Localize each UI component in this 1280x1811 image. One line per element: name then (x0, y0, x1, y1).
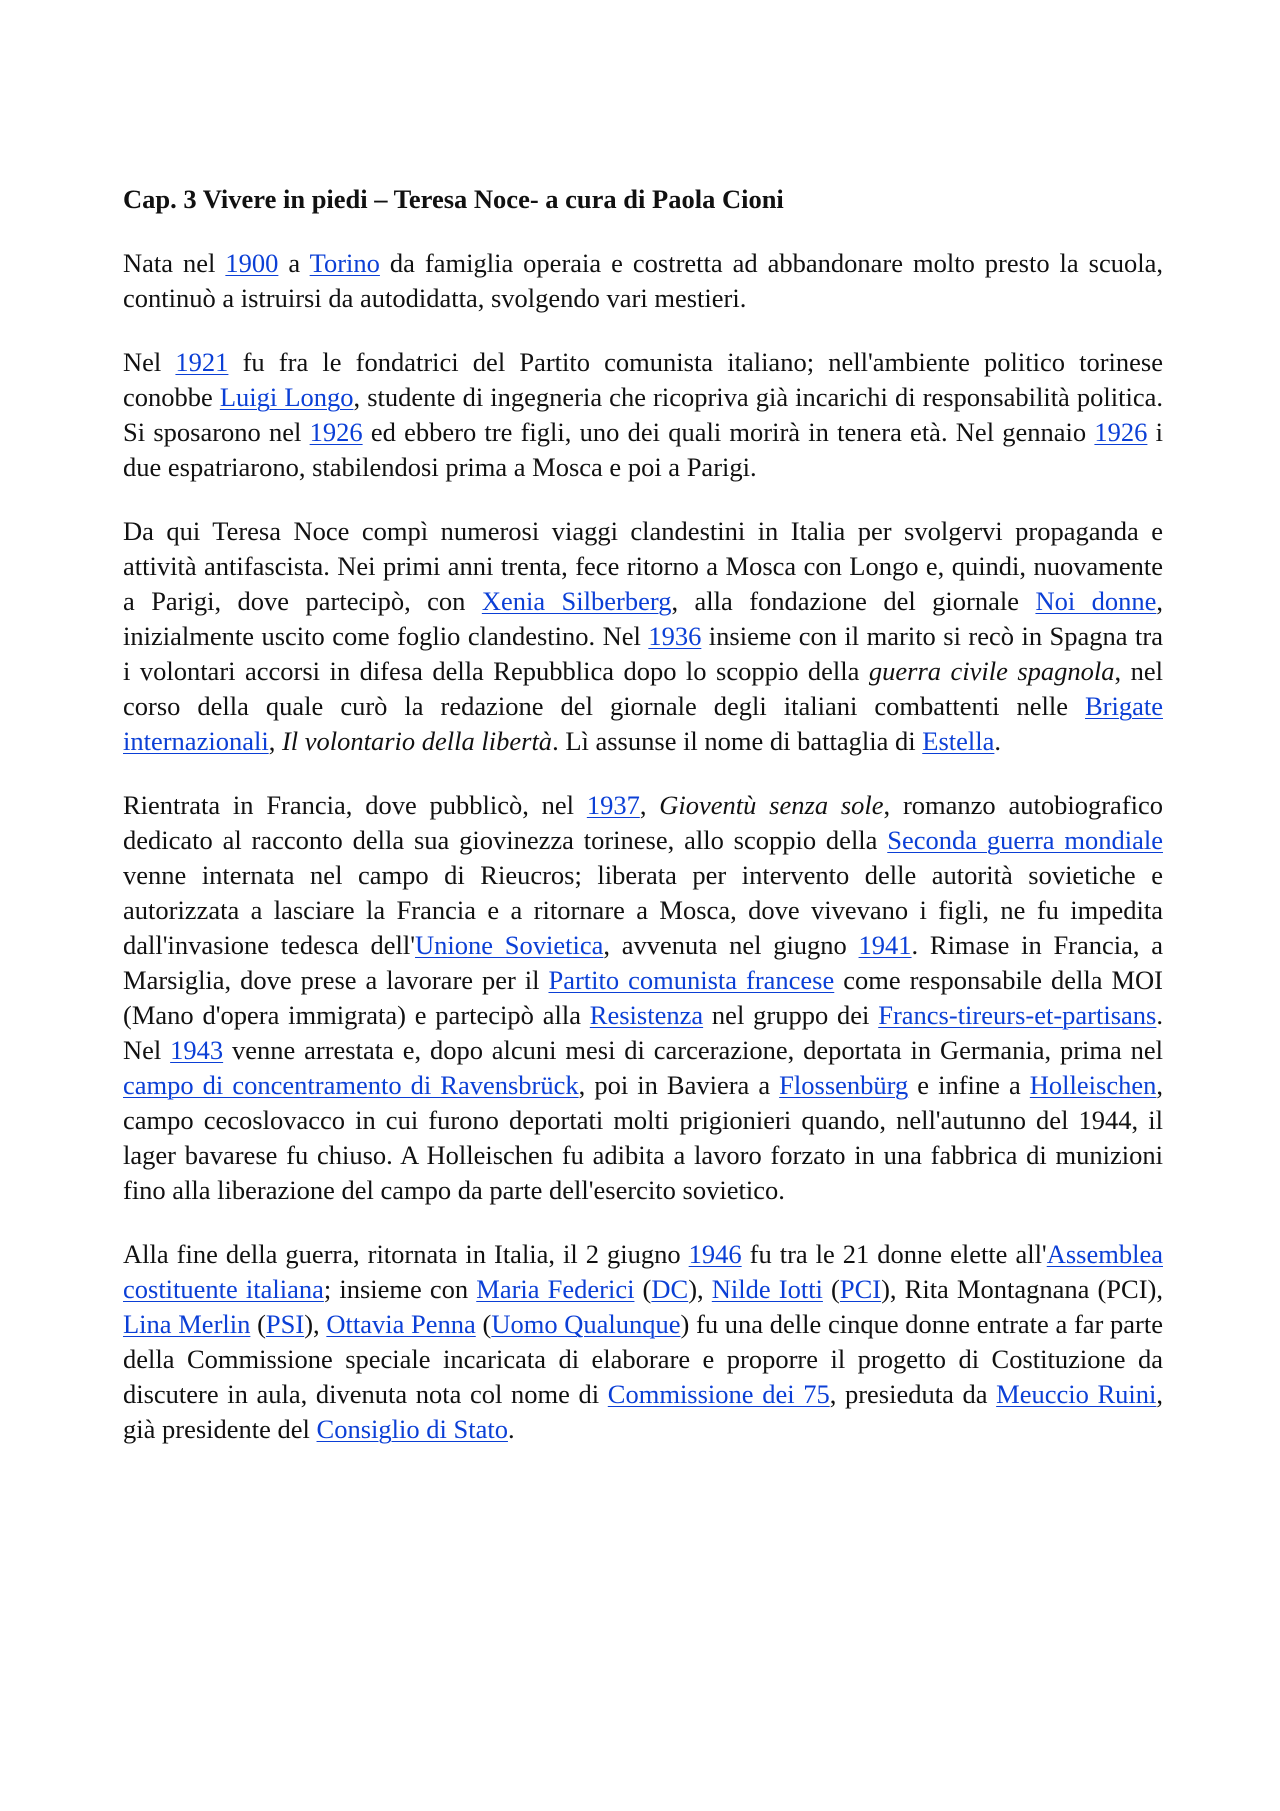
text: Alla fine della guerra, ritornata in Italia, il 2 giugno (123, 1239, 689, 1269)
link-1926-second[interactable]: 1926 (1094, 417, 1148, 447)
italic-text: guerra civile spagnola (868, 656, 1115, 686)
link-1941[interactable]: 1941 (858, 930, 912, 960)
link-xenia-silberberg[interactable]: Xenia Silberberg (481, 586, 672, 616)
text: , romanzo autobiografico dedicato al racconto della sua giovinezza torinese, allo scoppio della (123, 790, 1163, 855)
text: , nel corso della quale curò la redazione del giornale degli italiani combattenti nelle (123, 656, 1164, 721)
text: insieme con il marito si recò in Spagna tra i volontari accorsi in difesa della Repubblica dopo lo scoppio della (123, 621, 1163, 686)
link-nilde-iotti[interactable]: Nilde Iotti (711, 1274, 823, 1304)
text: , (268, 726, 282, 756)
text: , poi in Baviera a (578, 1070, 780, 1100)
link-assemblea-costituente[interactable]: Assemblea costituente italiana (123, 1239, 1163, 1304)
link-francs-tireurs-et-partisans[interactable]: Francs-tireurs-et-partisans (878, 1000, 1157, 1030)
text: venne arrestata e, dopo alcuni mesi di carcerazione, deportata in Germania, prima nel (223, 1035, 1163, 1065)
link-ravensbruck[interactable]: campo di concentramento di Ravensbrück (123, 1070, 579, 1100)
link-luigi-longo[interactable]: Luigi Longo (219, 382, 354, 412)
link-1937[interactable]: 1937 (586, 790, 640, 820)
text: e infine a (908, 1070, 1030, 1100)
link-1936[interactable]: 1936 (648, 621, 702, 651)
text: . Lì assunse il nome di battaglia di (552, 726, 923, 756)
text: come responsabile della MOI (Mano d'opera immigrata) e partecipò alla (123, 965, 1163, 1030)
link-ottavia-penna[interactable]: Ottavia Penna (326, 1309, 476, 1339)
text: , presieduta da (829, 1379, 997, 1409)
text: Nel (123, 347, 176, 377)
chapter-title: Cap. 3 Vivere in piedi – Teresa Noce- a cura di Paola Cioni (123, 184, 784, 214)
text: . (994, 726, 1002, 756)
paragraph-birth (123, 246, 1163, 316)
link-unione-sovietica[interactable]: Unione Sovietica (415, 930, 604, 960)
text: Da qui Teresa Noce compì numerosi viaggi clandestini in Italia per svolgervi propaganda e attività antifascista. Nei primi anni trenta, fece ritorno a Mosca con Longo e, quindi, nuovamente a Parigi, dove partecipò, con (123, 516, 1163, 616)
link-resistenza[interactable]: Resistenza (589, 1000, 704, 1030)
link-1921[interactable]: 1921 (175, 347, 229, 377)
text: Nata nel (123, 248, 226, 278)
text: , inizialmente uscito come foglio clandestino. Nel (123, 586, 1164, 651)
text: , già presidente del (123, 1379, 1163, 1444)
link-meuccio-ruini[interactable]: Meuccio Ruini (996, 1379, 1157, 1409)
link-1946[interactable]: 1946 (688, 1239, 742, 1269)
text: , avvenuta nel giugno (603, 930, 859, 960)
text: , (639, 790, 660, 820)
link-partito-comunista-francese[interactable]: Partito comunista francese (548, 965, 835, 995)
link-lina-merlin[interactable]: Lina Merlin (123, 1309, 251, 1339)
link-seconda-guerra-mondiale[interactable]: Seconda guerra mondiale (887, 825, 1163, 855)
link-flossenburg[interactable]: Flossenbürg (779, 1070, 909, 1100)
link-brigate-internazionali[interactable]: Brigate internazionali (123, 691, 1163, 756)
text: , studente di ingegneria che ricopriva già incarichi di responsabilità politica. Si sposarono nel (123, 382, 1163, 447)
text: ( (634, 1274, 652, 1304)
italic-text: Il volontario della libertà (281, 726, 553, 756)
text: ), (688, 1274, 712, 1304)
link-1926[interactable]: 1926 (309, 417, 363, 447)
link-torino[interactable]: Torino (309, 248, 380, 278)
link-maria-federici[interactable]: Maria Federici (476, 1274, 635, 1304)
text: a (278, 248, 310, 278)
text: nel gruppo dei (703, 1000, 879, 1030)
paragraph-pci-founding (123, 345, 1163, 485)
document-page (123, 182, 1163, 1476)
link-estella[interactable]: Estella (922, 726, 995, 756)
text: , campo cecoslovacco in cui furono deportati molti prigionieri quando, nell'autunno del 1944, il lager bavarese fu chiuso. A Holleischen fu adibita a lavoro forzato in una fabbrica di munizioni fino alla liberazione del campo da parte dell'esercito sovietico. (123, 1070, 1163, 1205)
text: ), Rita Montagnana (PCI), (881, 1274, 1163, 1304)
link-consiglio-di-stato[interactable]: Consiglio di Stato (316, 1414, 508, 1444)
text: ; insieme con (323, 1274, 477, 1304)
link-1943[interactable]: 1943 (170, 1035, 224, 1065)
text: i due espatriarono, stabilendosi prima a Mosca e poi a Parigi. (123, 417, 1163, 482)
text: ( (250, 1309, 266, 1339)
link-holleischen[interactable]: Holleischen (1029, 1070, 1157, 1100)
text: ( (822, 1274, 840, 1304)
text: ) fu una delle cinque donne entrate a far parte della Commissione speciale incaricata di elaborare e proporre il progetto di Costituzione da discutere in aula, divenuta nota col nome di (123, 1309, 1163, 1409)
text: da famiglia operaia e costretta ad abbandonare molto presto la scuola, continuò a istruirsi da autodidatta, svolgendo vari mestieri. (123, 248, 1163, 313)
text: venne internata nel campo di Rieucros; liberata per intervento delle autorità sovietiche e autorizzata a lasciare la Francia e a ritornare a Mosca, dove vivevano i figli, ne fu impedita dall'invasione tedesca dell' (123, 860, 1163, 960)
link-commissione-dei-75[interactable]: Commissione dei 75 (607, 1379, 830, 1409)
text: ( (475, 1309, 492, 1339)
link-noi-donne[interactable]: Noi donne (1035, 586, 1157, 616)
link-pci[interactable]: PCI (839, 1274, 882, 1304)
link-dc[interactable]: DC (651, 1274, 689, 1304)
link-uomo-qualunque[interactable]: Uomo Qualunque (491, 1309, 681, 1339)
paragraph-clandestine (123, 514, 1163, 759)
text: ed ebbero tre figli, uno dei quali morirà in tenera età. Nel gennaio (362, 417, 1095, 447)
text: fu fra le fondatrici del Partito comunista italiano; nell'ambiente politico torinese conobbe (123, 347, 1164, 412)
text: fu tra le 21 donne elette all' (741, 1239, 1047, 1269)
link-1900[interactable]: 1900 (225, 248, 279, 278)
text: ), (304, 1309, 327, 1339)
paragraph-constituent-assembly (123, 1237, 1163, 1447)
text: , alla fondazione del giornale (671, 586, 1036, 616)
paragraph-france-deportation (123, 788, 1163, 1208)
text: Rientrata in Francia, dove pubblicò, nel (123, 790, 587, 820)
text: . Nel (123, 1000, 1163, 1065)
text: . Rimase in Francia, a Marsiglia, dove prese a lavorare per il (123, 930, 1164, 995)
link-psi[interactable]: PSI (265, 1309, 305, 1339)
text: . (507, 1414, 515, 1444)
italic-text: Gioventù senza sole (659, 790, 884, 820)
